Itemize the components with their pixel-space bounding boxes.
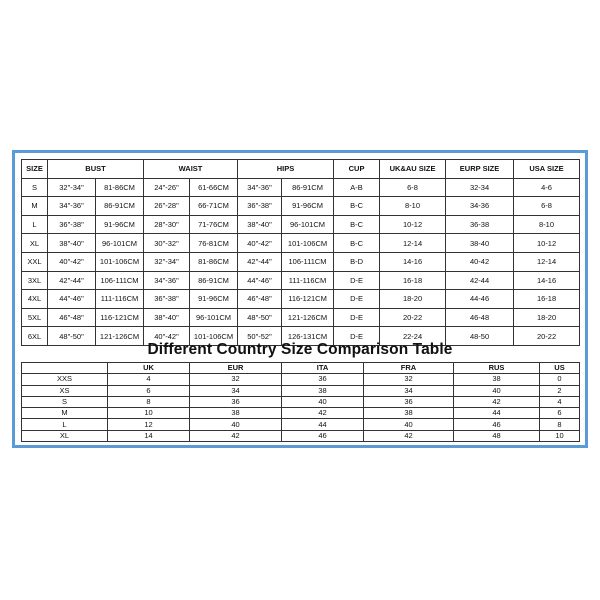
table-cell: XXS bbox=[22, 374, 108, 385]
table-cell: 38"-40" bbox=[144, 308, 190, 327]
table-cell: 91-96CM bbox=[282, 197, 334, 216]
table-cell: XL bbox=[22, 234, 48, 253]
table-cell: 86-91CM bbox=[190, 271, 238, 290]
table-cell: 32-34 bbox=[446, 178, 514, 197]
table-cell: 96-101CM bbox=[96, 234, 144, 253]
table-cell: 8-10 bbox=[380, 197, 446, 216]
table-cell: 0 bbox=[540, 374, 580, 385]
table-cell: 26"-28" bbox=[144, 197, 190, 216]
table-cell: M bbox=[22, 197, 48, 216]
header-size: SIZE bbox=[22, 160, 48, 179]
table-cell: 20-22 bbox=[380, 308, 446, 327]
table-cell: 111-116CM bbox=[282, 271, 334, 290]
header-waist: WAIST bbox=[144, 160, 238, 179]
comparison-table-row bbox=[22, 374, 580, 385]
size-table-body bbox=[22, 178, 580, 345]
table-cell: 116-121CM bbox=[96, 308, 144, 327]
table-cell: 44 bbox=[282, 419, 364, 430]
table-cell: 40 bbox=[282, 396, 364, 407]
table-cell: 40 bbox=[454, 385, 540, 396]
table-cell: 4 bbox=[108, 374, 190, 385]
size-table bbox=[21, 159, 580, 346]
table-cell: 101-106CM bbox=[282, 234, 334, 253]
table-cell: 116-121CM bbox=[282, 290, 334, 309]
table-cell: D-E bbox=[334, 290, 380, 309]
table-cell: 44-46 bbox=[446, 290, 514, 309]
comparison-table-body bbox=[22, 374, 580, 442]
comparison-header-ita: ITA bbox=[282, 363, 364, 374]
table-cell: 42 bbox=[282, 408, 364, 419]
table-cell: D-E bbox=[334, 271, 380, 290]
table-cell: 10-12 bbox=[514, 234, 580, 253]
table-cell: 20-22 bbox=[514, 327, 580, 346]
header-cup: CUP bbox=[334, 160, 380, 179]
header-bust: BUST bbox=[48, 160, 144, 179]
comparison-table-row bbox=[22, 419, 580, 430]
table-cell: 22-24 bbox=[380, 327, 446, 346]
table-cell: 3XL bbox=[22, 271, 48, 290]
table-cell: L bbox=[22, 215, 48, 234]
table-cell: 38-40 bbox=[446, 234, 514, 253]
table-cell: 32 bbox=[190, 374, 282, 385]
header-ukau: UK&AU SIZE bbox=[380, 160, 446, 179]
header-hips: HIPS bbox=[238, 160, 334, 179]
table-cell: 32"-34" bbox=[48, 178, 96, 197]
table-cell: D-E bbox=[334, 327, 380, 346]
table-cell: 8 bbox=[540, 419, 580, 430]
table-cell: 86-91CM bbox=[96, 197, 144, 216]
size-table-row bbox=[22, 178, 580, 197]
comparison-header bbox=[22, 363, 580, 374]
table-cell: B-C bbox=[334, 234, 380, 253]
table-cell: 36"-38" bbox=[238, 197, 282, 216]
table-cell: 48"-50" bbox=[48, 327, 96, 346]
size-table-header bbox=[22, 160, 580, 179]
table-cell: 121-126CM bbox=[282, 308, 334, 327]
table-cell: XXL bbox=[22, 252, 48, 271]
comparison-table-row bbox=[22, 430, 580, 441]
table-cell: S bbox=[22, 178, 48, 197]
table-cell: 111-116CM bbox=[96, 290, 144, 309]
comparison-header-size bbox=[22, 363, 108, 374]
comparison-header-uk: UK bbox=[108, 363, 190, 374]
table-cell: M bbox=[22, 408, 108, 419]
size-table-row bbox=[22, 215, 580, 234]
table-cell: 40"-42" bbox=[238, 234, 282, 253]
comparison-header-eur: EUR bbox=[190, 363, 282, 374]
table-cell: 34 bbox=[364, 385, 454, 396]
table-cell: 40"-42" bbox=[48, 252, 96, 271]
size-table-row bbox=[22, 234, 580, 253]
table-cell: 16-18 bbox=[514, 290, 580, 309]
table-cell: 81-86CM bbox=[190, 252, 238, 271]
table-cell: 81-86CM bbox=[96, 178, 144, 197]
table-cell: 34"-36" bbox=[48, 197, 96, 216]
table-cell: 48 bbox=[454, 430, 540, 441]
table-cell: 12 bbox=[108, 419, 190, 430]
size-table-row bbox=[22, 290, 580, 309]
table-cell: 8 bbox=[108, 396, 190, 407]
table-cell: 46"-48" bbox=[48, 308, 96, 327]
table-cell: 42 bbox=[364, 430, 454, 441]
table-cell: 6-8 bbox=[380, 178, 446, 197]
table-cell: 38"-40" bbox=[48, 234, 96, 253]
table-cell: 40-42 bbox=[446, 252, 514, 271]
table-cell: 42 bbox=[190, 430, 282, 441]
comparison-table-row bbox=[22, 385, 580, 396]
table-cell: 5XL bbox=[22, 308, 48, 327]
table-cell: L bbox=[22, 419, 108, 430]
table-cell: 6-8 bbox=[514, 197, 580, 216]
table-cell: 44"-46" bbox=[48, 290, 96, 309]
table-cell: 38 bbox=[282, 385, 364, 396]
table-cell: 8-10 bbox=[514, 215, 580, 234]
header-usa: USA SIZE bbox=[514, 160, 580, 179]
table-cell: 101-106CM bbox=[96, 252, 144, 271]
table-cell: 96-101CM bbox=[282, 215, 334, 234]
table-cell: 34-36 bbox=[446, 197, 514, 216]
table-cell: 50"-52" bbox=[238, 327, 282, 346]
table-cell: 40"-42" bbox=[144, 327, 190, 346]
table-cell: 12-14 bbox=[514, 252, 580, 271]
table-cell: 6 bbox=[108, 385, 190, 396]
table-cell: 38"-40" bbox=[238, 215, 282, 234]
comparison-table-row bbox=[22, 408, 580, 419]
table-cell: 38 bbox=[454, 374, 540, 385]
table-cell: 10-12 bbox=[380, 215, 446, 234]
table-cell: 18-20 bbox=[380, 290, 446, 309]
table-cell: 46 bbox=[282, 430, 364, 441]
table-cell: 106-111CM bbox=[282, 252, 334, 271]
table-cell: 12-14 bbox=[380, 234, 446, 253]
table-cell: 106-111CM bbox=[96, 271, 144, 290]
table-cell: 32"-34" bbox=[144, 252, 190, 271]
comparison-table-row bbox=[22, 396, 580, 407]
comparison-header-fra: FRA bbox=[364, 363, 454, 374]
table-cell: 6XL bbox=[22, 327, 48, 346]
table-cell: 14-16 bbox=[380, 252, 446, 271]
table-cell: 46-48 bbox=[446, 308, 514, 327]
table-cell: 14-16 bbox=[514, 271, 580, 290]
table-cell: 40 bbox=[190, 419, 282, 430]
table-cell: 44"-46" bbox=[238, 271, 282, 290]
table-cell: D-E bbox=[334, 308, 380, 327]
table-cell: A-B bbox=[334, 178, 380, 197]
table-cell: 48"-50" bbox=[238, 308, 282, 327]
table-cell: 14 bbox=[108, 430, 190, 441]
table-cell: XL bbox=[22, 430, 108, 441]
table-cell: 28"-30" bbox=[144, 215, 190, 234]
table-cell: 32 bbox=[364, 374, 454, 385]
table-cell: 66-71CM bbox=[190, 197, 238, 216]
size-table-row bbox=[22, 197, 580, 216]
table-cell: 36"-38" bbox=[144, 290, 190, 309]
table-cell: B-D bbox=[334, 252, 380, 271]
table-cell: 36 bbox=[282, 374, 364, 385]
comparison-title: Different Country Size Comparison Table bbox=[147, 341, 453, 358]
table-cell: 18-20 bbox=[514, 308, 580, 327]
size-table-row bbox=[22, 271, 580, 290]
table-cell: 24"-26" bbox=[144, 178, 190, 197]
table-cell: 86-91CM bbox=[282, 178, 334, 197]
table-cell: B-C bbox=[334, 197, 380, 216]
table-cell: 38 bbox=[364, 408, 454, 419]
table-cell: 42"-44" bbox=[238, 252, 282, 271]
table-cell: 34 bbox=[190, 385, 282, 396]
size-table-row bbox=[22, 308, 580, 327]
table-cell: 36 bbox=[364, 396, 454, 407]
header-eurp: EURP SIZE bbox=[446, 160, 514, 179]
table-cell: 42 bbox=[454, 396, 540, 407]
table-cell: 91-96CM bbox=[96, 215, 144, 234]
table-cell: B-C bbox=[334, 215, 380, 234]
table-cell: 2 bbox=[540, 385, 580, 396]
table-cell: 96-101CM bbox=[190, 308, 238, 327]
table-cell: 16-18 bbox=[380, 271, 446, 290]
table-cell: 71-76CM bbox=[190, 215, 238, 234]
size-table-row bbox=[22, 252, 580, 271]
table-cell: 38 bbox=[190, 408, 282, 419]
table-cell: 42"-44" bbox=[48, 271, 96, 290]
table-cell: 36-38 bbox=[446, 215, 514, 234]
comparison-header-rus: RUS bbox=[454, 363, 540, 374]
table-cell: 121-126CM bbox=[96, 327, 144, 346]
table-cell: 40 bbox=[364, 419, 454, 430]
table-cell: 10 bbox=[540, 430, 580, 441]
table-cell: 6 bbox=[540, 408, 580, 419]
table-cell: 126-131CM bbox=[282, 327, 334, 346]
table-cell: 48-50 bbox=[446, 327, 514, 346]
comparison-header-us: US bbox=[540, 363, 580, 374]
table-cell: 76-81CM bbox=[190, 234, 238, 253]
table-cell: 44 bbox=[454, 408, 540, 419]
table-cell: 10 bbox=[108, 408, 190, 419]
table-cell: 101-106CM bbox=[190, 327, 238, 346]
table-cell: 4XL bbox=[22, 290, 48, 309]
table-cell: 61-66CM bbox=[190, 178, 238, 197]
table-cell: 4 bbox=[540, 396, 580, 407]
table-cell: 4-6 bbox=[514, 178, 580, 197]
table-cell: 36 bbox=[190, 396, 282, 407]
table-cell: 91-96CM bbox=[190, 290, 238, 309]
table-cell: 46 bbox=[454, 419, 540, 430]
table-cell: 42-44 bbox=[446, 271, 514, 290]
comparison-table bbox=[21, 362, 580, 442]
table-cell: S bbox=[22, 396, 108, 407]
table-cell: XS bbox=[22, 385, 108, 396]
table-cell: 34"-36" bbox=[238, 178, 282, 197]
table-cell: 36"-38" bbox=[48, 215, 96, 234]
table-cell: 34"-36" bbox=[144, 271, 190, 290]
table-cell: 30"-32" bbox=[144, 234, 190, 253]
table-cell: 46"-48" bbox=[238, 290, 282, 309]
size-chart-frame bbox=[12, 150, 588, 448]
